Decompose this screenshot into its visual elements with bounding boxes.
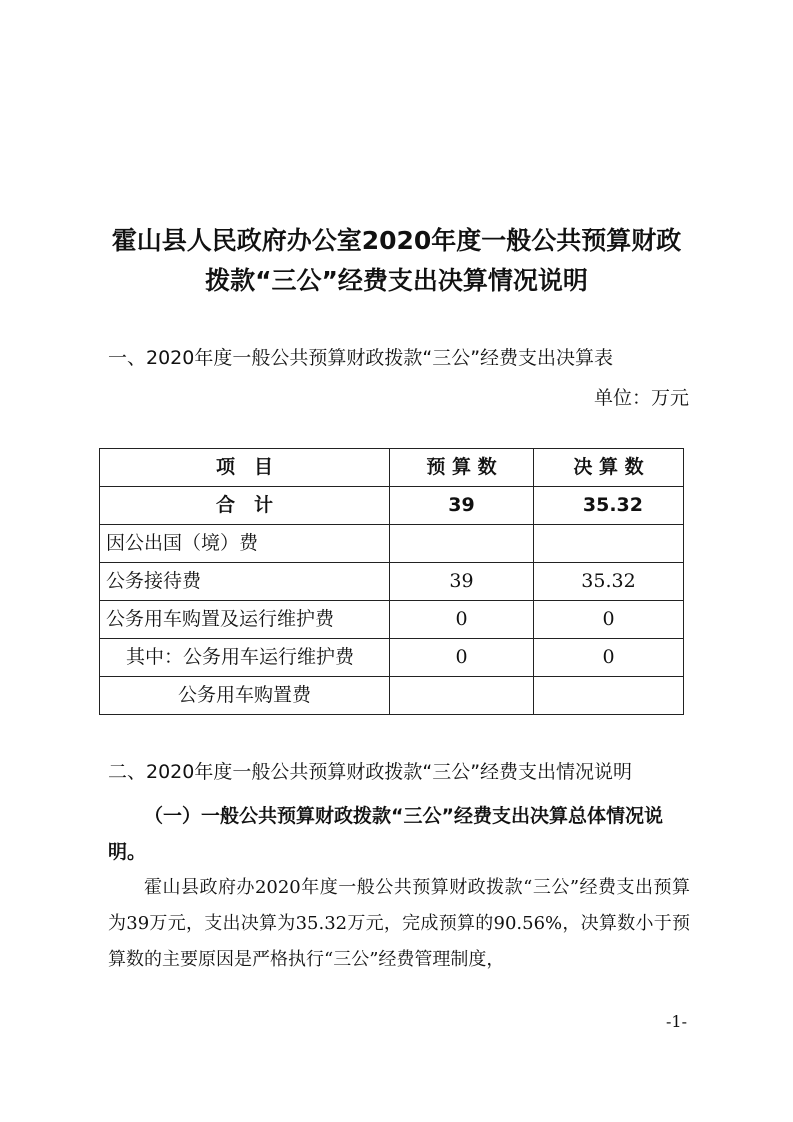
- table-row: [100, 639, 684, 677]
- row-budget: 39: [390, 563, 534, 601]
- section-1-heading: 一、2020年度一般公共预算财政拨款“三公”经费支出决算表: [108, 347, 614, 369]
- subsection-1-heading: （一）一般公共预算财政拨款“三公”经费支出决算总体情况说明。: [108, 805, 663, 863]
- row-final: [534, 677, 684, 715]
- row-budget: [390, 525, 534, 563]
- row-item: 因公出国（境）费: [100, 525, 390, 563]
- table-row: [100, 601, 684, 639]
- row-budget: 0: [390, 601, 534, 639]
- table-total-row: [100, 487, 684, 525]
- document-title-line-2: 拨款“三公”经费支出决算情况说明: [205, 266, 588, 295]
- section-2-heading: 二、2020年度一般公共预算财政拨款“三公”经费支出情况说明: [108, 761, 633, 783]
- body-paragraph: 霍山县政府办2020年度一般公共预算财政拨款“三公”经费支出预算为39万元，支出决算为35.32万元，完成预算的90.56%，决算数小于预算数的主要原因是严格执行“三公”经费管理制度，: [108, 877, 690, 970]
- row-final: 0: [534, 639, 684, 677]
- row-item: 公务用车购置及运行维护费: [100, 601, 390, 639]
- table-row: [100, 677, 684, 715]
- row-item: 公务用车购置费: [100, 677, 390, 715]
- total-budget: 39: [390, 487, 534, 525]
- budget-table: [99, 448, 684, 715]
- total-item: 合 计: [100, 487, 390, 525]
- row-budget: 0: [390, 639, 534, 677]
- header-item: 项 目: [100, 449, 390, 487]
- header-final: 决 算 数: [534, 449, 684, 487]
- header-budget: 预 算 数: [390, 449, 534, 487]
- table-row: [100, 563, 684, 601]
- row-final: [534, 525, 684, 563]
- total-final: 35.32: [534, 487, 684, 525]
- document-title-line-1: 霍山县人民政府办公室2020年度一般公共预算财政: [111, 226, 682, 255]
- table-row: [100, 525, 684, 563]
- row-item: 其中：公务用车运行维护费: [100, 639, 390, 677]
- row-final: 35.32: [534, 563, 684, 601]
- row-final: 0: [534, 601, 684, 639]
- table-header-row: [100, 449, 684, 487]
- unit-label: 单位：万元: [593, 387, 689, 409]
- row-budget: [390, 677, 534, 715]
- page-number: -1-: [666, 1012, 687, 1031]
- row-item: 公务接待费: [100, 563, 390, 601]
